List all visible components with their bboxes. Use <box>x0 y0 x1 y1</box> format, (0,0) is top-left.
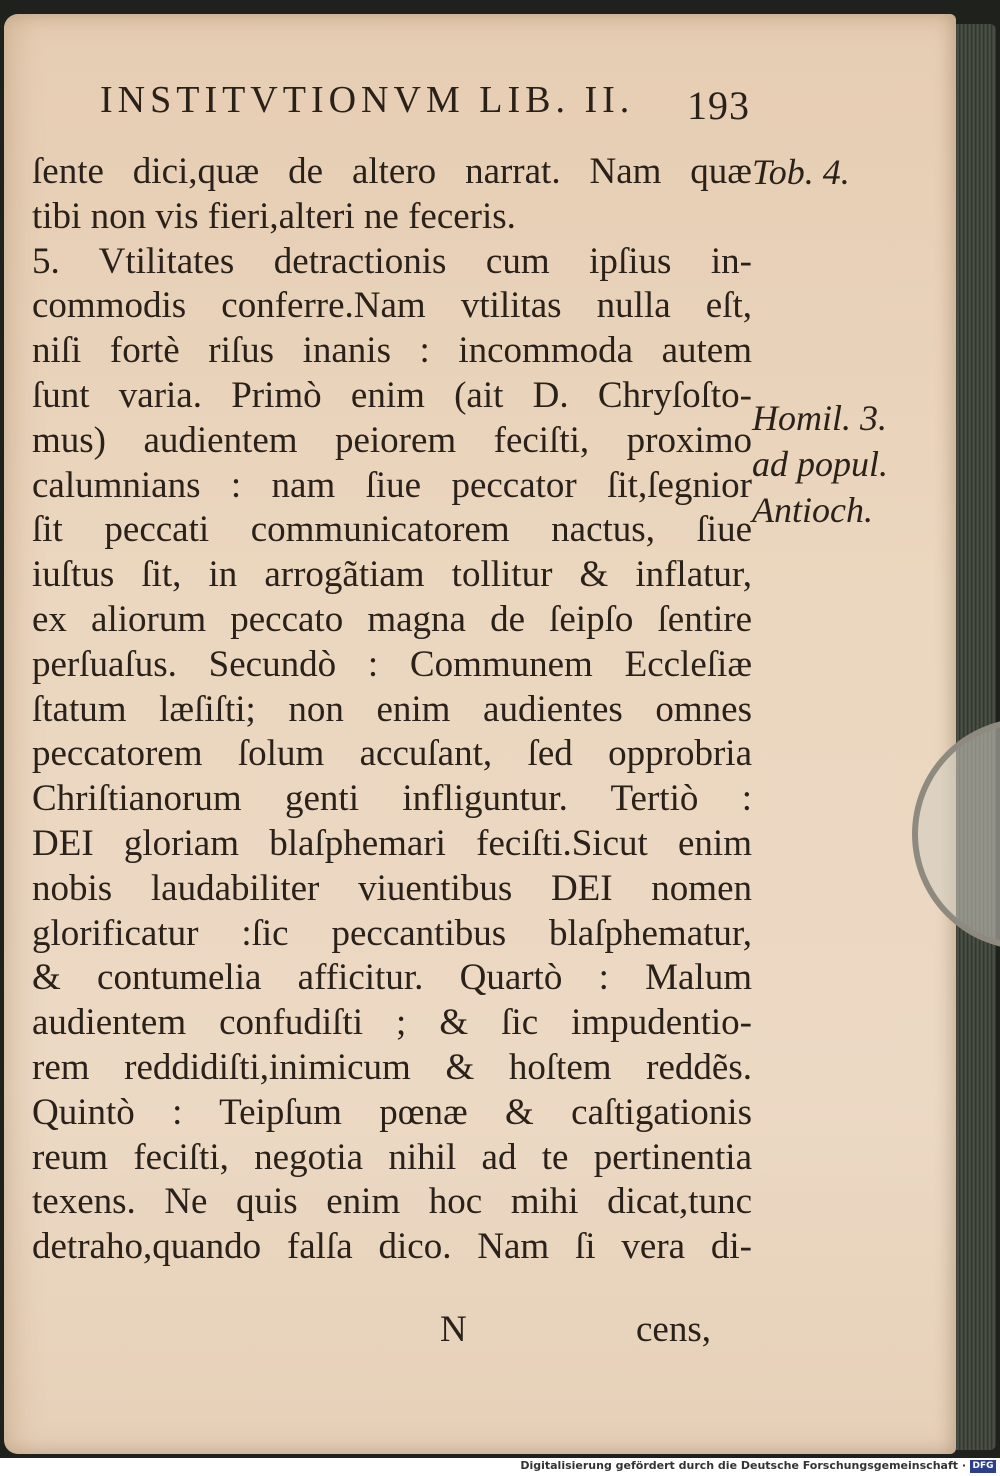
page-header <box>100 78 750 134</box>
margin-note-tob: Tob. 4. <box>752 152 850 192</box>
text-line: DEI gloriam blaſphemari feciſti.Sicut enim <box>32 822 752 864</box>
dfg-credit-text: Digitalisierung gefördert durch die Deutsche Forschungsgemeinschaft · <box>520 1459 966 1472</box>
catchword: cens, <box>636 1309 711 1350</box>
text-line: texens. Ne quis enim hoc mihi dicat,tunc <box>32 1181 752 1223</box>
text-line: Chriſtianorum genti infliguntur. Tertiò : <box>32 778 752 820</box>
text-line: perſuaſus. Secundò : Communem Eccleſiæ <box>32 643 752 685</box>
text-line: audientem confudiſti ; & ſic impudentio- <box>32 1002 752 1044</box>
text-line: detraho,quando falſa dico. Nam ſi vera di- <box>32 1226 752 1268</box>
text-line: ſunt varia. Primò enim (ait D. Chryſoſto- <box>32 374 752 416</box>
text-line: reum feciſti, negotia nihil ad te pertinentia <box>32 1136 752 1178</box>
credit-bar <box>0 1458 1000 1476</box>
text-line: commodis conferre.Nam vtilitas nulla eſt, <box>32 285 752 327</box>
page-number: 193 <box>687 83 750 128</box>
text-line: rem reddidiſti,inimicum & hoſtem reddẽs. <box>32 1046 752 1088</box>
margin-note-adpopul: ad popul. <box>752 444 889 484</box>
text-line: ſente dici,quæ de altero narrat. Nam quæ <box>32 151 752 192</box>
margin-note-homil: Homil. 3. <box>752 398 887 438</box>
text-line: 5. Vtilitates detractionis cum ipſius in- <box>32 240 752 282</box>
text-line: ſit peccati communicatorem nactus, ſiue <box>32 509 752 551</box>
text-line: & contumelia afficitur. Quartò : Malum <box>32 957 752 999</box>
text-line: iuſtus ſit, in arrogãtiam tollitur & inflatur, <box>32 554 752 596</box>
text-line: tibi non vis fieri,alteri ne feceris. <box>32 195 516 237</box>
margin-note-antioch: Antioch. <box>752 490 873 530</box>
text-line: glorificatur :ſic peccantibus blaſphematur, <box>32 912 752 954</box>
text-line: nobis laudabiliter viuentibus DEI nomen <box>32 867 752 909</box>
running-title: INSTITVTIONVM LIB. II. <box>100 79 635 121</box>
text-line: mus) audientem peiorem feciſti, proximo <box>32 419 752 461</box>
body-text <box>32 150 752 1270</box>
text-line: ex aliorum peccato magna de ſeipſo ſentire <box>32 598 752 640</box>
dfg-logo-icon: DFG <box>970 1460 996 1473</box>
signature-mark: N <box>440 1309 467 1350</box>
text-line: calumnians : nam ſiue peccator ſit,ſegnior <box>32 464 752 506</box>
text-line: peccatorem ſolum accuſant, ſed opprobria <box>32 733 752 775</box>
page-footer-line <box>0 1308 1000 1358</box>
text-line: Quintò : Teipſum pœnæ & caſtigationis <box>32 1091 752 1133</box>
text-line: ſtatum læſiſti; non enim audientes omnes <box>32 688 752 730</box>
text-line: niſi fortè riſus inanis : incommoda autem <box>32 330 752 372</box>
